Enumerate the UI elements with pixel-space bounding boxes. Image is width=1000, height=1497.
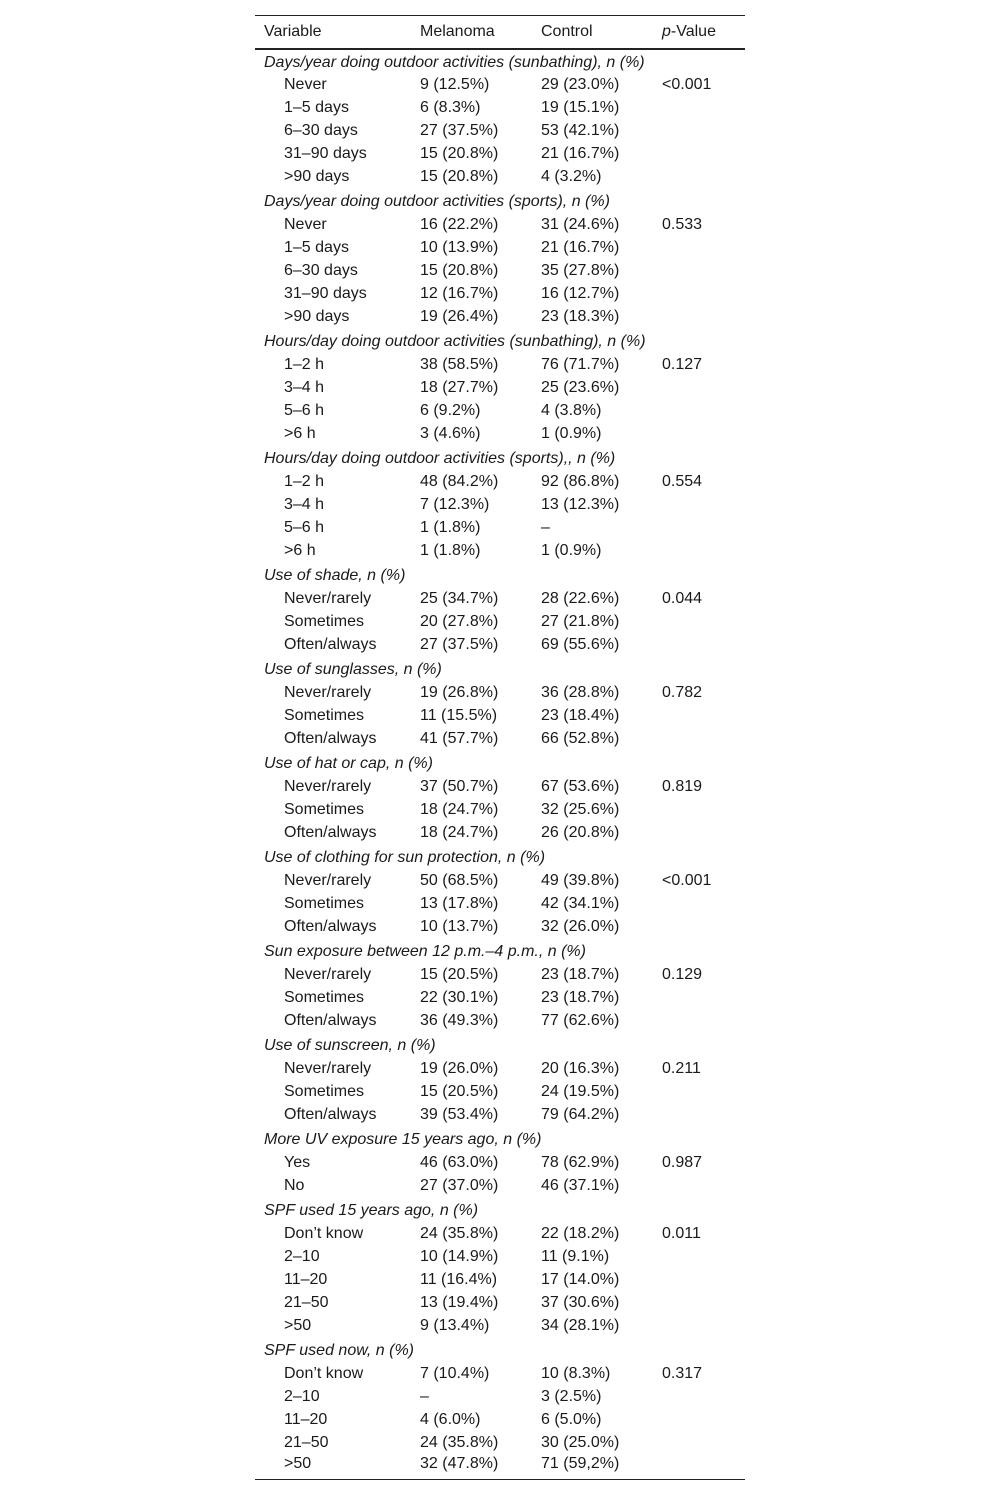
table-row	[255, 471, 745, 494]
group-title: Use of clothing for sun protection, n (%)	[264, 849, 546, 866]
table-row	[255, 1152, 745, 1175]
header-pvalue-rest: -Value	[670, 22, 716, 40]
control-value: 31 (24.6%)	[541, 216, 620, 233]
p-value: 0.533	[662, 216, 703, 233]
p-value: <0.001	[662, 872, 712, 889]
table-row	[255, 260, 745, 283]
group-header-row	[255, 657, 745, 682]
row-label: Never	[284, 76, 327, 93]
melanoma-value: 1 (1.8%)	[420, 519, 481, 536]
melanoma-value: 32 (47.8%)	[420, 1454, 499, 1472]
control-value: 23 (18.4%)	[541, 707, 620, 724]
table-row	[255, 682, 745, 705]
row-label: No	[284, 1177, 305, 1194]
control-value: 20 (16.3%)	[541, 1060, 620, 1077]
table-row	[255, 166, 745, 189]
table-row	[255, 143, 745, 166]
control-value: 23 (18.3%)	[541, 308, 620, 325]
row-label: 11–20	[284, 1271, 328, 1288]
table-row	[255, 354, 745, 377]
control-value: 4 (3.8%)	[541, 402, 602, 419]
table-row	[255, 120, 745, 143]
p-value	[662, 1175, 745, 1198]
row-label: Never/rarely	[284, 872, 372, 889]
row-label: 1–2 h	[284, 473, 325, 490]
melanoma-value: 15 (20.5%)	[420, 966, 499, 983]
group-title: Days/year doing outdoor activities (sunbathing), n (%)	[264, 53, 645, 71]
control-value: 36 (28.8%)	[541, 684, 620, 701]
control-value: –	[541, 519, 550, 536]
row-label: 1–5 days	[284, 99, 349, 116]
p-value	[662, 799, 745, 822]
group-title: Use of sunglasses, n (%)	[264, 661, 442, 678]
melanoma-value: 15 (20.5%)	[420, 1083, 499, 1100]
row-label: 1–2 h	[284, 356, 325, 373]
p-value	[662, 1315, 745, 1338]
control-value: 1 (0.9%)	[541, 542, 602, 559]
p-value	[662, 611, 745, 634]
melanoma-value: 37 (50.7%)	[420, 778, 499, 795]
table-row	[255, 423, 745, 446]
melanoma-value: 9 (13.4%)	[420, 1317, 490, 1334]
control-value: 28 (22.6%)	[541, 590, 620, 607]
table-header	[255, 16, 745, 49]
p-value	[662, 260, 745, 283]
control-value: 78 (62.9%)	[541, 1154, 620, 1171]
group-header-row	[255, 751, 745, 776]
p-value: 0.987	[662, 1154, 703, 1171]
group-title: Days/year doing outdoor activities (sports), n (%)	[264, 193, 610, 210]
table-row	[255, 776, 745, 799]
p-value	[662, 517, 745, 540]
group-title: More UV exposure 15 years ago, n (%)	[264, 1131, 542, 1148]
row-label: >6 h	[284, 542, 316, 559]
table-row	[255, 540, 745, 563]
control-value: 32 (26.0%)	[541, 918, 620, 935]
melanoma-value: 11 (15.5%)	[420, 707, 498, 724]
p-value: 0.129	[662, 966, 703, 983]
table-row	[255, 1104, 745, 1127]
control-value: 69 (55.6%)	[541, 636, 620, 653]
control-value: 79 (64.2%)	[541, 1106, 620, 1123]
melanoma-value: 4 (6.0%)	[420, 1411, 481, 1428]
table-row	[255, 916, 745, 939]
melanoma-value: 10 (13.9%)	[420, 239, 499, 256]
control-value: 22 (18.2%)	[541, 1225, 620, 1242]
table-row	[255, 634, 745, 657]
control-value: 32 (25.6%)	[541, 801, 620, 818]
table-row	[255, 377, 745, 400]
control-value: 24 (19.5%)	[541, 1083, 620, 1100]
melanoma-value: 7 (12.3%)	[420, 496, 490, 513]
row-label: Don’t know	[284, 1225, 364, 1242]
melanoma-value: 6 (9.2%)	[420, 402, 481, 419]
row-label: Sometimes	[284, 1083, 365, 1100]
table-row	[255, 1269, 745, 1292]
table-row	[255, 799, 745, 822]
control-value: 10 (8.3%)	[541, 1365, 611, 1382]
table-row	[255, 1432, 745, 1455]
control-value: 42 (34.1%)	[541, 895, 620, 912]
row-label: Often/always	[284, 1106, 377, 1123]
p-value	[662, 1455, 745, 1480]
row-label: 31–90 days	[284, 145, 367, 162]
row-label: 5–6 h	[284, 402, 325, 419]
p-value	[662, 423, 745, 446]
melanoma-value: 24 (35.8%)	[420, 1434, 499, 1451]
control-value: 30 (25.0%)	[541, 1434, 620, 1451]
melanoma-value: 19 (26.4%)	[420, 308, 499, 325]
table-row	[255, 893, 745, 916]
row-label: Don’t know	[284, 1365, 364, 1382]
row-label: >50	[284, 1454, 312, 1472]
table-row	[255, 1058, 745, 1081]
table-row	[255, 97, 745, 120]
control-value: 35 (27.8%)	[541, 262, 620, 279]
control-value: 19 (15.1%)	[541, 99, 620, 116]
p-value	[662, 893, 745, 916]
table-row	[255, 588, 745, 611]
control-value: 25 (23.6%)	[541, 379, 620, 396]
p-value: 0.554	[662, 473, 703, 490]
group-title: Use of hat or cap, n (%)	[264, 755, 433, 772]
table-row	[255, 1315, 745, 1338]
melanoma-value: 39 (53.4%)	[420, 1106, 499, 1123]
p-value	[662, 237, 745, 260]
control-value: 46 (37.1%)	[541, 1177, 620, 1194]
group-title: Sun exposure between 12 p.m.–4 p.m., n (%)	[264, 943, 586, 960]
row-label: Never/rarely	[284, 684, 372, 701]
p-value	[662, 1409, 745, 1432]
melanoma-value: 22 (30.1%)	[420, 989, 499, 1006]
p-value	[662, 143, 745, 166]
row-label: Yes	[284, 1154, 311, 1171]
p-value	[662, 1432, 745, 1455]
table-row	[255, 1081, 745, 1104]
group-title: SPF used now, n (%)	[264, 1342, 414, 1359]
group-title: SPF used 15 years ago, n (%)	[264, 1202, 479, 1219]
group-header-row	[255, 329, 745, 354]
melanoma-value: 27 (37.5%)	[420, 636, 499, 653]
table-row	[255, 822, 745, 845]
melanoma-value: 15 (20.8%)	[420, 145, 499, 162]
row-label: Never	[284, 216, 327, 233]
table-row	[255, 237, 745, 260]
row-label: Often/always	[284, 730, 377, 747]
melanoma-value: 11 (16.4%)	[420, 1271, 498, 1288]
p-value	[662, 916, 745, 939]
row-label: >90 days	[284, 308, 350, 325]
control-value: 23 (18.7%)	[541, 989, 620, 1006]
control-value: 77 (62.6%)	[541, 1012, 620, 1029]
table-row	[255, 705, 745, 728]
row-label: 3–4 h	[284, 379, 325, 396]
table-row	[255, 1246, 745, 1269]
p-value	[662, 1010, 745, 1033]
melanoma-value: 12 (16.7%)	[420, 285, 499, 302]
melanoma-value: 27 (37.5%)	[420, 122, 499, 139]
table-row	[255, 611, 745, 634]
control-value: 4 (3.2%)	[541, 168, 602, 185]
melanoma-value: 1 (1.8%)	[420, 542, 481, 559]
table-row	[255, 728, 745, 751]
group-title: Use of shade, n (%)	[264, 567, 406, 584]
control-value: 23 (18.7%)	[541, 966, 620, 983]
row-label: 2–10	[284, 1388, 320, 1405]
control-value: 71 (59,2%)	[541, 1454, 620, 1472]
control-value: 1 (0.9%)	[541, 425, 602, 442]
p-value: 0.819	[662, 778, 703, 795]
table-row	[255, 283, 745, 306]
p-value: 0.211	[662, 1060, 701, 1077]
row-label: 2–10	[284, 1248, 320, 1265]
melanoma-value: 19 (26.0%)	[420, 1060, 499, 1077]
group-header-row	[255, 189, 745, 214]
row-label: >50	[284, 1317, 312, 1334]
group-title: Use of sunscreen, n (%)	[264, 1037, 436, 1054]
row-label: Sometimes	[284, 707, 365, 724]
control-value: 49 (39.8%)	[541, 872, 620, 889]
melanoma-value: 13 (17.8%)	[420, 895, 499, 912]
row-label: Sometimes	[284, 895, 365, 912]
p-value	[662, 306, 745, 329]
table-row	[255, 74, 745, 97]
p-value	[662, 97, 745, 120]
p-value: 0.782	[662, 684, 703, 701]
melanoma-value: 13 (19.4%)	[420, 1294, 499, 1311]
row-label: Never/rarely	[284, 590, 372, 607]
table-row	[255, 1363, 745, 1386]
row-label: Often/always	[284, 1012, 377, 1029]
row-label: Often/always	[284, 636, 377, 653]
control-value: 76 (71.7%)	[541, 356, 620, 373]
row-label: Often/always	[284, 824, 377, 841]
melanoma-value: 10 (14.9%)	[420, 1248, 499, 1265]
row-label: >6 h	[284, 425, 316, 442]
melanoma-value: 36 (49.3%)	[420, 1012, 499, 1029]
control-value: 17 (14.0%)	[541, 1271, 620, 1288]
control-value: 21 (16.7%)	[541, 239, 620, 256]
group-title: Hours/day doing outdoor activities (sunbathing), n (%)	[264, 333, 646, 350]
control-value: 3 (2.5%)	[541, 1388, 602, 1405]
melanoma-value: 25 (34.7%)	[420, 590, 499, 607]
table-row	[255, 964, 745, 987]
row-label: Sometimes	[284, 613, 365, 630]
row-label: 6–30 days	[284, 262, 358, 279]
group-title: Hours/day doing outdoor activities (sports),, n (%)	[264, 450, 616, 467]
table-row	[255, 987, 745, 1010]
melanoma-value: 3 (4.6%)	[420, 425, 481, 442]
table-row	[255, 494, 745, 517]
control-value: 11 (9.1%)	[541, 1248, 610, 1265]
control-value: 6 (5.0%)	[541, 1411, 602, 1428]
group-header-row	[255, 1198, 745, 1223]
table-row	[255, 1010, 745, 1033]
melanoma-value: 18 (27.7%)	[420, 379, 499, 396]
table-body	[255, 49, 745, 1480]
melanoma-value: 15 (20.8%)	[420, 262, 499, 279]
table-row	[255, 1455, 745, 1480]
p-value	[662, 822, 745, 845]
melanoma-value: 15 (20.8%)	[420, 168, 499, 185]
row-label: >90 days	[284, 168, 350, 185]
row-label: 21–50	[284, 1434, 329, 1451]
control-value: 53 (42.1%)	[541, 122, 620, 139]
control-value: 26 (20.8%)	[541, 824, 620, 841]
melanoma-value: 19 (26.8%)	[420, 684, 499, 701]
table-row	[255, 306, 745, 329]
control-value: 92 (86.8%)	[541, 473, 620, 490]
p-value	[662, 540, 745, 563]
group-header-row	[255, 939, 745, 964]
melanoma-value: 18 (24.7%)	[420, 801, 499, 818]
row-label: Never/rarely	[284, 1060, 372, 1077]
row-label: Never/rarely	[284, 778, 372, 795]
p-value	[662, 728, 745, 751]
group-header-row	[255, 1338, 745, 1363]
row-label: Sometimes	[284, 989, 365, 1006]
table-row	[255, 1175, 745, 1198]
p-value	[662, 377, 745, 400]
p-value: <0.001	[662, 76, 712, 93]
row-label: 3–4 h	[284, 496, 325, 513]
melanoma-value: 6 (8.3%)	[420, 99, 481, 116]
p-value	[662, 1269, 745, 1292]
group-header-row	[255, 1033, 745, 1058]
p-value	[662, 494, 745, 517]
control-value: 34 (28.1%)	[541, 1317, 620, 1334]
row-label: 21–50	[284, 1294, 329, 1311]
table-row	[255, 870, 745, 893]
data-table	[255, 15, 745, 1480]
p-value	[662, 400, 745, 423]
group-header-row	[255, 1127, 745, 1152]
row-label: Sometimes	[284, 801, 365, 818]
control-value: 29 (23.0%)	[541, 76, 620, 93]
p-value	[662, 1386, 745, 1409]
p-value	[662, 1246, 745, 1269]
melanoma-value: 41 (57.7%)	[420, 730, 499, 747]
table-row	[255, 400, 745, 423]
row-label: Often/always	[284, 918, 377, 935]
p-value: 0.127	[662, 356, 703, 373]
p-value	[662, 634, 745, 657]
p-value	[662, 705, 745, 728]
table-row	[255, 214, 745, 237]
header-pvalue	[662, 16, 745, 49]
melanoma-value: 27 (37.0%)	[420, 1177, 499, 1194]
p-value: 0.011	[662, 1225, 701, 1242]
control-value: 16 (12.7%)	[541, 285, 620, 302]
row-label: 11–20	[284, 1411, 328, 1428]
p-value	[662, 987, 745, 1010]
control-value: 67 (53.6%)	[541, 778, 620, 795]
group-header-row	[255, 446, 745, 471]
control-value: 13 (12.3%)	[541, 496, 620, 513]
header-variable: Variable	[255, 16, 420, 49]
row-label: 1–5 days	[284, 239, 349, 256]
melanoma-value: 18 (24.7%)	[420, 824, 499, 841]
melanoma-value: 16 (22.2%)	[420, 216, 499, 233]
melanoma-value: –	[420, 1388, 429, 1405]
table-row	[255, 1386, 745, 1409]
header-melanoma: Melanoma	[420, 16, 541, 49]
table-row	[255, 1292, 745, 1315]
p-value: 0.044	[662, 590, 703, 607]
melanoma-value: 20 (27.8%)	[420, 613, 499, 630]
row-label: 6–30 days	[284, 122, 358, 139]
melanoma-value: 7 (10.4%)	[420, 1365, 490, 1382]
row-label: 5–6 h	[284, 519, 325, 536]
row-label: 31–90 days	[284, 285, 367, 302]
melanoma-value: 24 (35.8%)	[420, 1225, 499, 1242]
melanoma-value: 50 (68.5%)	[420, 872, 499, 889]
table-row	[255, 1409, 745, 1432]
melanoma-value: 10 (13.7%)	[420, 918, 499, 935]
group-header-row	[255, 563, 745, 588]
melanoma-value: 38 (58.5%)	[420, 356, 499, 373]
melanoma-value: 46 (63.0%)	[420, 1154, 499, 1171]
header-row	[255, 16, 745, 49]
p-value	[662, 1292, 745, 1315]
p-value: 0.317	[662, 1365, 703, 1382]
header-control: Control	[541, 16, 662, 49]
group-header-row	[255, 49, 745, 74]
group-header-row	[255, 845, 745, 870]
p-value	[662, 1081, 745, 1104]
melanoma-value: 48 (84.2%)	[420, 473, 499, 490]
data-table-container	[255, 15, 745, 1480]
p-value	[662, 1104, 745, 1127]
p-value	[662, 283, 745, 306]
p-value	[662, 120, 745, 143]
melanoma-value: 9 (12.5%)	[420, 76, 490, 93]
control-value: 21 (16.7%)	[541, 145, 620, 162]
control-value: 27 (21.8%)	[541, 613, 620, 630]
row-label: Never/rarely	[284, 966, 372, 983]
table-row	[255, 1223, 745, 1246]
p-value	[662, 166, 745, 189]
header-pvalue-italic: p	[662, 22, 671, 40]
control-value: 37 (30.6%)	[541, 1294, 620, 1311]
control-value: 66 (52.8%)	[541, 730, 620, 747]
table-row	[255, 517, 745, 540]
